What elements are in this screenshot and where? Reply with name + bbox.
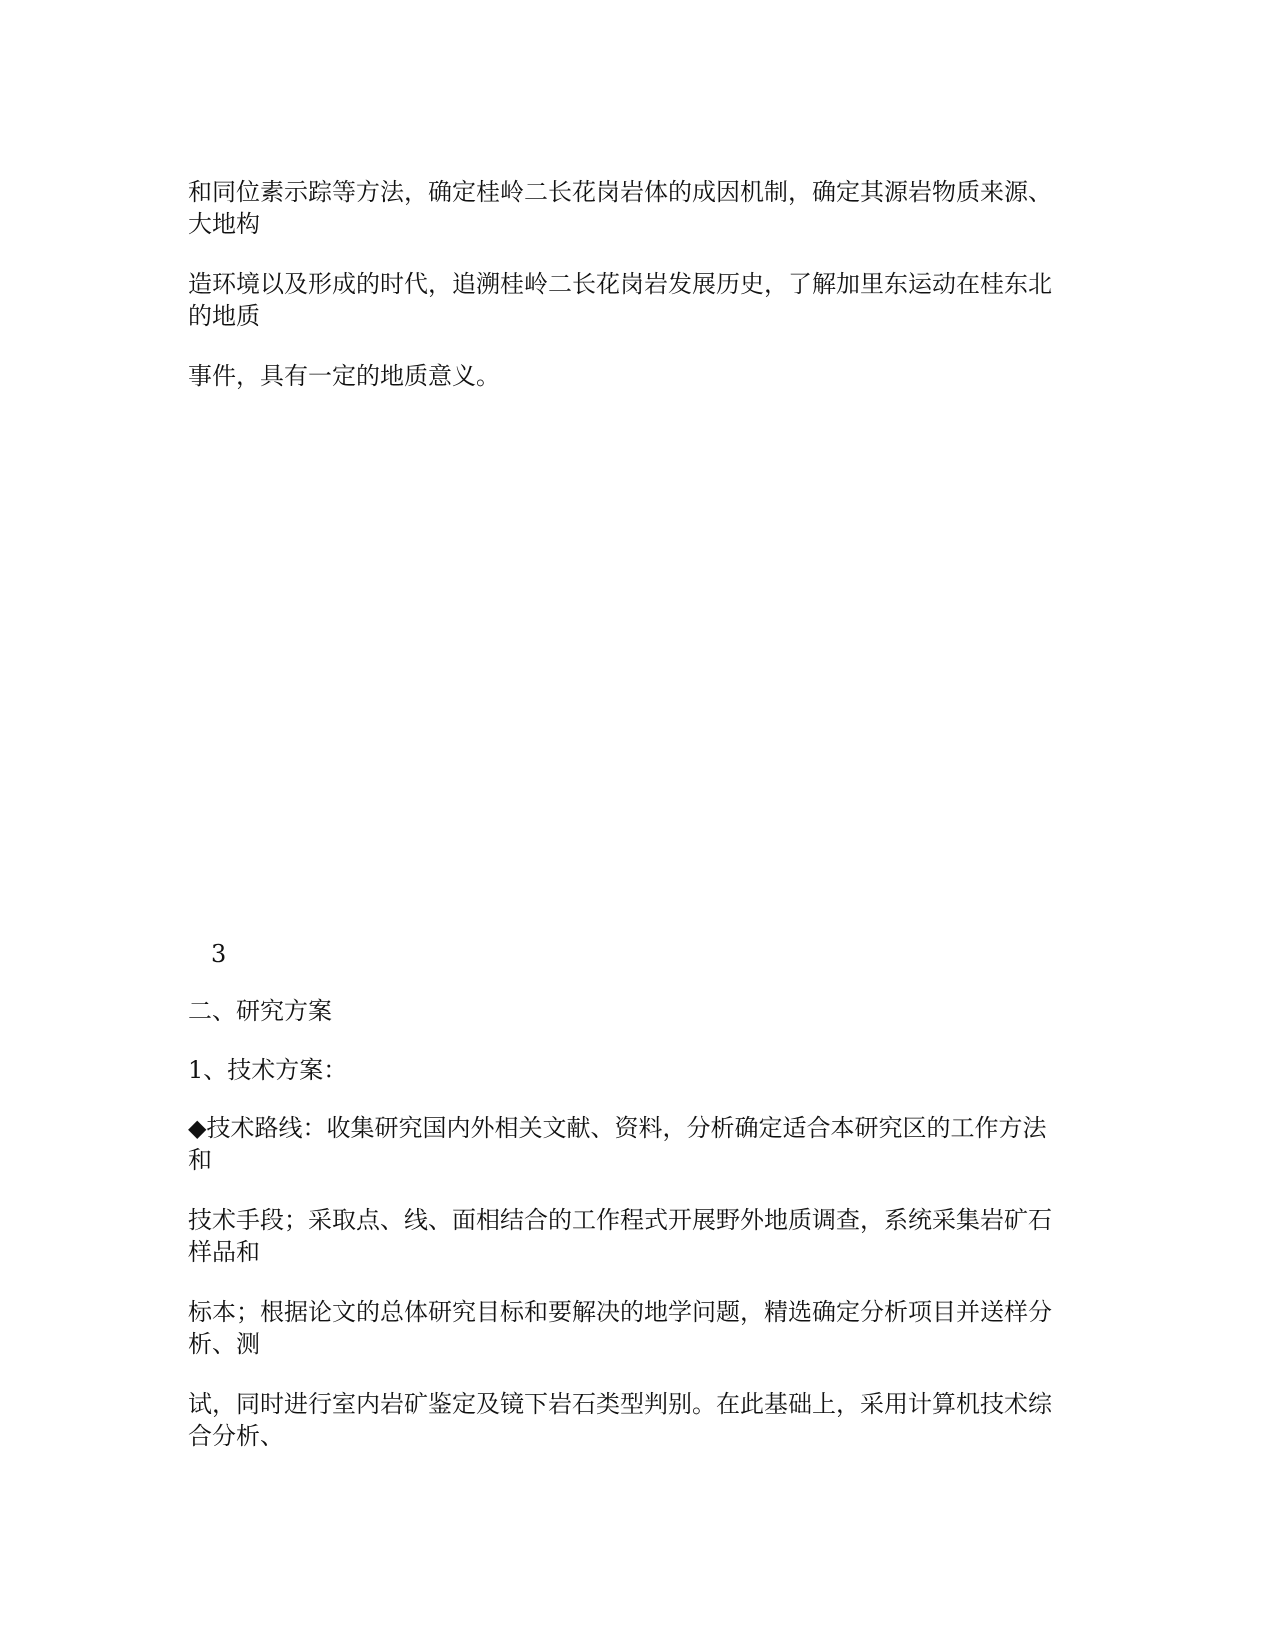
paragraph-line: ◆技术路线：收集研究国内外相关文献、资料，分析确定适合本研究区的工作方法 和: [188, 1114, 1047, 1174]
paragraph-line: 试，同时进行室内岩矿鉴定及镜下岩石类型判别。在此基础上，采用计算机技术综 合分析、: [188, 1390, 1052, 1450]
paragraph-line: 技术手段；采取点、线、面相结合的工作程式开展野外地质调查，系统采集岩矿石 样品和: [188, 1206, 1052, 1266]
section-heading: 二、研究方案: [188, 997, 332, 1025]
page-number: 3: [211, 940, 227, 968]
paragraph-line: 标本；根据论文的总体研究目标和要解决的地学问题，精选确定分析项目并送样分 析、测: [188, 1298, 1052, 1358]
subsection-heading: 1、技术方案：: [188, 1056, 348, 1084]
paragraph-line: 和同位素示踪等方法，确定桂岭二长花岗岩体的成因机制，确定其源岩物质来源、 大地构: [188, 178, 1052, 238]
paragraph-line: 事件，具有一定的地质意义。: [188, 362, 500, 390]
paragraph-line: 造环境以及形成的时代，追溯桂岭二长花岗岩发展历史，了解加里东运动在桂东北 的地质: [188, 270, 1052, 330]
